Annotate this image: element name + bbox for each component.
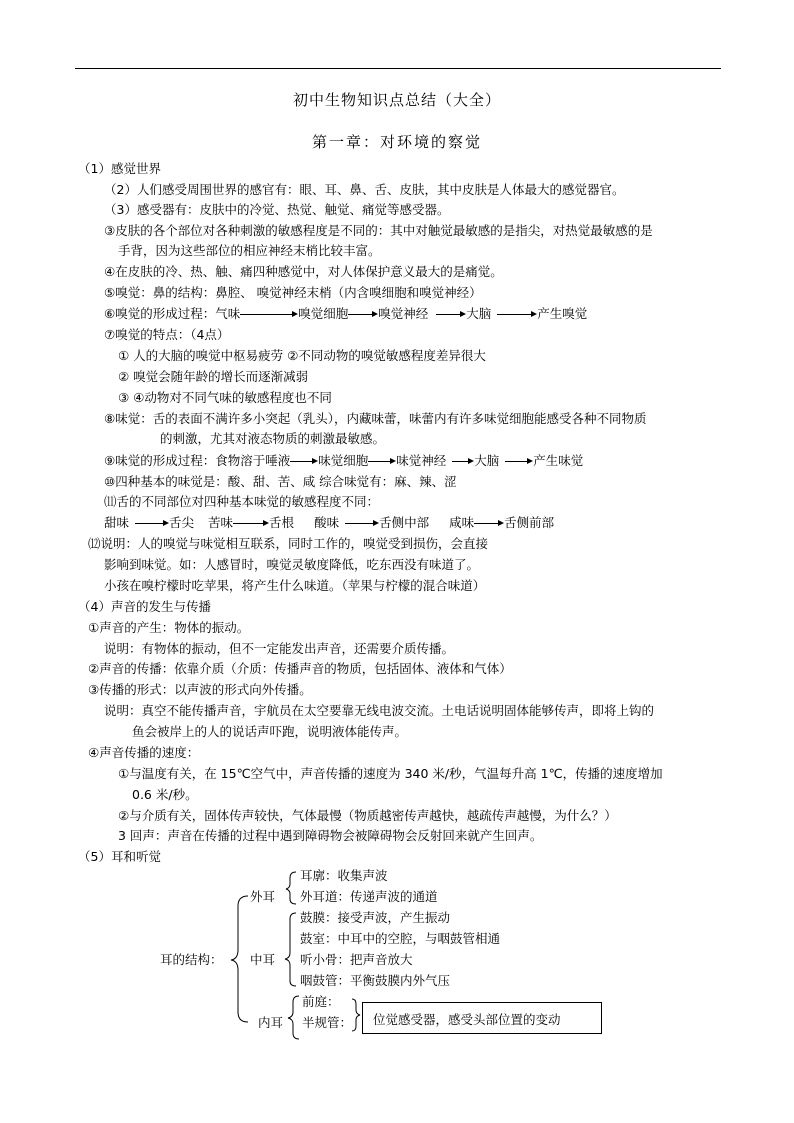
text-line: ⑤嗅觉：鼻的结构：鼻腔、 嗅觉神经末梢（内含嗅细胞和嗅觉神经） [104, 285, 482, 300]
section-heading: （1）感觉世界 [78, 161, 161, 176]
flow-step: ⑥嗅觉的形成过程：气味 [104, 306, 241, 321]
flow-step: 大脑 [474, 453, 500, 468]
inner-ear-item: 前庭： [302, 994, 340, 1009]
page-title: 初中生物知识点总结（大全） [292, 91, 501, 109]
text-line: 小孩在嗅柠檬时吃苹果，将产生什么味道。（苹果与柠檬的混合味道） [104, 578, 486, 593]
flow-step: 产生嗅觉 [537, 306, 588, 321]
inner-ear-item: 半规管： [302, 1015, 353, 1030]
text-line: ⑾舌的不同部位对四种基本味觉的敏感程度不同： [104, 494, 380, 509]
middle-ear-item: 鼓室：中耳中的空腔，与咽鼓管相通 [300, 931, 501, 946]
flow-step: 甜味 [104, 515, 130, 530]
text-line: 影响到味觉。如：人感冒时，嗅觉灵敏度降低，吃东西没有味道了。 [104, 557, 480, 572]
text-line: 手背，因为这些部位的相应神经末梢比较丰富。 [118, 243, 381, 258]
text-line: ⑿说明：人的嗅觉与味觉相互联系，同时工作的，嗅觉受到损伤，会直接 [88, 536, 489, 551]
flow-step: 大脑 [466, 306, 492, 321]
text-line: ② 嗅觉会随年龄的增长而逐渐减弱 [118, 369, 309, 384]
section-heading: （4）声音的发生与传播 [78, 599, 211, 614]
middle-ear-item: 鼓膜：接受声波，产生振动 [300, 910, 451, 925]
flow-step: 舌侧中部 [379, 515, 430, 530]
text-line: ① 人的大脑的嗅觉中枢易疲劳 ②不同动物的嗅觉敏感程度差异很大 [118, 348, 486, 363]
text-line: ④在皮肤的冷、热、触、痛四种感觉中，对人体保护意义最大的是痛觉。 [104, 264, 503, 279]
text-line: 0.6 米/秒。 [132, 787, 198, 802]
flow-step: 酸味 [314, 515, 340, 530]
text-line: ③ ④动物对不同气味的敏感程度也不同 [118, 390, 332, 405]
text-line: ⑩四种基本的味觉是：酸、甜、苦、咸 综合味觉有：麻、辣、涩 [104, 474, 457, 489]
flow-step: 舌根 [269, 515, 295, 530]
flow-step: 产生味觉 [533, 453, 584, 468]
section-heading: （5）耳和听觉 [78, 849, 161, 864]
chapter-title: 第一章：对环境的察觉 [311, 133, 482, 151]
text-line: ⑦嗅觉的特点：（4点） [104, 327, 230, 342]
flow-step: 舌侧前部 [504, 515, 555, 530]
text-line: （3）感受器有：皮肤中的冷觉、热觉、触觉、痛觉等感受器。 [104, 202, 450, 217]
text-line: ①声音的产生：物体的振动。 [88, 620, 250, 635]
vestibular-note-box [362, 1002, 602, 1034]
text-line: ①与温度有关，在 15℃空气中，声音传播的速度为 340 米/秒，气温每升高 1℃，传播的速度增加 [118, 766, 663, 781]
text-line: ③皮肤的各个部位对各种刺激的敏感程度是不同的：其中对触觉最敏感的是指尖，对热觉最敏感的是 [104, 223, 653, 238]
text-line: ③传播的形式：以声波的形式向外传播。 [88, 682, 312, 697]
outer-ear-item: 外耳道：传递声波的通道 [300, 889, 438, 904]
text-line: 3 回声：声音在传播的过程中遇到障碍物会被障碍物会反射回来就产生回声。 [118, 828, 543, 843]
flow-step: 咸味 [449, 515, 475, 530]
inner-ear-label: 内耳 [258, 1015, 284, 1030]
flow-step: 舌尖 [169, 515, 195, 530]
text-line: 说明：有物体的振动，但不一定能发出声音，还需要介质传播。 [104, 641, 455, 656]
text-line: 说明：真空不能传播声音，宇航员在太空要靠无线电波交流。土电话说明固体能够传声，即将上钩的 [104, 703, 655, 718]
flow-step: 嗅觉神经 [378, 306, 429, 321]
flow-step: 嗅觉细胞 [298, 306, 349, 321]
middle-ear-label: 中耳 [250, 952, 276, 967]
text-line: ②声音的传播：依靠介质（介质：传播声音的物质，包括固体、液体和气体） [88, 661, 512, 676]
outer-ear-item: 耳廓：收集声波 [300, 868, 388, 883]
flow-step: 味觉神经 [396, 453, 447, 468]
flow-step: ⑨味觉的形成过程：食物溶于唾液 [104, 453, 291, 468]
text-line: （2）人们感受周围世界的感官有：眼、耳、鼻、舌、皮肤，其中皮肤是人体最大的感觉器官。 [104, 182, 625, 197]
flow-step: 苦味 [208, 515, 234, 530]
text-line: ②与介质有关，固体传声较快，气体最慢（物质越密传声越快，越疏传声越慢，为什么？） [118, 808, 617, 823]
flow-step: 味觉细胞 [318, 453, 369, 468]
middle-ear-item: 咽鼓管：平衡鼓膜内外气压 [300, 973, 451, 988]
text-line: ⑧味觉：舌的表面不满许多小突起（乳头），内藏味蕾，味蕾内有许多味觉细胞能感受各种不同物质 [104, 411, 647, 426]
outer-ear-label: 外耳 [250, 889, 276, 904]
ear-structure-label: 耳的结构： [160, 952, 223, 967]
text-line: ④声音传播的速度： [88, 745, 200, 760]
vestibular-note-text: 位觉感受器，感受头部位置的变动 [373, 1012, 561, 1027]
text-line: 的刺激，尤其对液态物质的刺激最敏感。 [160, 431, 386, 446]
middle-ear-item: 听小骨：把声音放大 [300, 952, 413, 967]
text-line: 鱼会被岸上的人的说话声吓跑，说明液体能传声。 [132, 724, 408, 739]
